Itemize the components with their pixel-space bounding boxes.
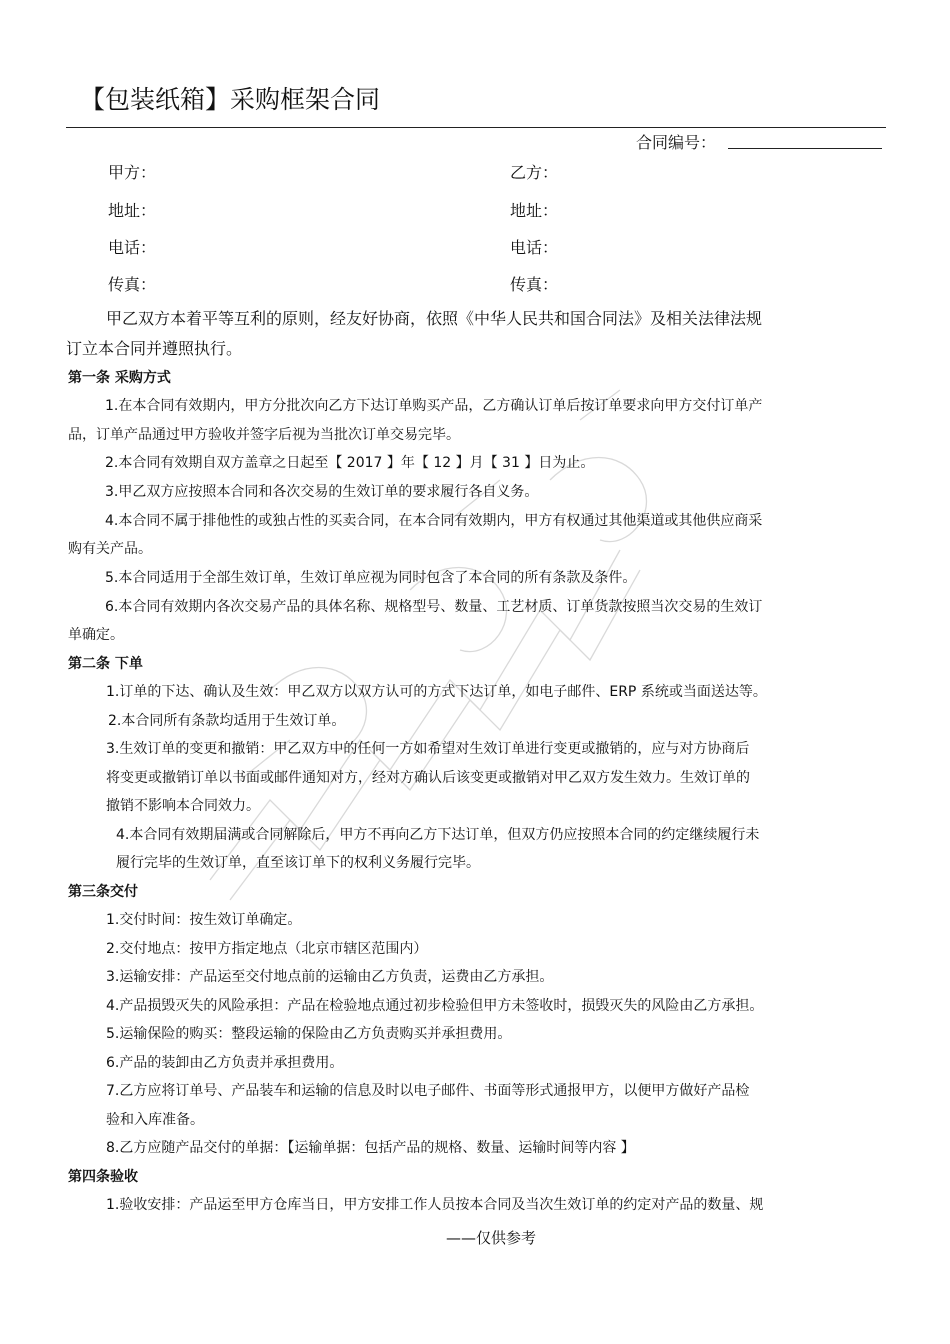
article-1-heading: 第一条 采购方式 (68, 370, 171, 386)
party-a-label: 甲方： (108, 163, 157, 182)
clause-line: 2.本合同所有条款均适用于生效订单。 (108, 713, 346, 729)
contract-number-field[interactable] (728, 148, 882, 149)
clause-line: 1.订单的下达、确认及生效：甲乙双方以双方认可的方式下达订单，如电子邮件、ERP 系统或当面送达等。 (106, 684, 767, 700)
clause-line: 履行完毕的生效订单，直至该订单下的权利义务履行完毕。 (116, 855, 480, 871)
contract-number-label: 合同编号： (636, 133, 717, 152)
clause-line: 1.在本合同有效期内，甲方分批次向乙方下达订单购买产品，乙方确认订单后按订单要求向甲方交付订单产 (105, 398, 763, 414)
clause-line: 将变更或撤销订单以书面或邮件通知对方，经对方确认后该变更或撤销对甲乙双方发生效力。生效订单的 (106, 770, 750, 786)
clause-line: 3.生效订单的变更和撤销：甲乙双方中的任何一方如希望对生效订单进行变更或撤销的，应与对方协商后 (106, 741, 750, 757)
article-4-heading: 第四条验收 (68, 1169, 138, 1185)
party-b-address-label: 地址： (510, 201, 559, 220)
party-b-fax-label: 传真： (510, 275, 559, 294)
clause-line: 3.甲乙双方应按照本合同和各次交易的生效订单的要求履行各自义务。 (105, 484, 539, 500)
clause-line: 4.产品损毁灭失的风险承担：产品在检验地点通过初步检验但甲方未签收时，损毁灭失的风险由乙方承担。 (106, 998, 764, 1014)
intro-line: 甲乙双方本着平等互利的原则，经友好协商，依照《中华人民共和国合同法》及相关法律法规 (106, 309, 763, 328)
party-a-fax-label: 传真： (108, 275, 157, 294)
party-b-label: 乙方： (510, 163, 559, 182)
clause-line: 2.本合同有效期自双方盖章之日起至【 2017 】年【 12 】月【 31 】日为止。 (105, 455, 595, 471)
party-a-address-label: 地址： (108, 201, 157, 220)
clause-line: 品，订单产品通过甲方验收并签字后视为当批次订单交易完毕。 (68, 427, 460, 443)
clause-line: 8.乙方应随产品交付的单据：【运输单据：包括产品的规格、数量、运输时间等内容 】 (106, 1140, 635, 1156)
clause-line: 验和入库准备。 (106, 1112, 204, 1128)
clause-line: 5.本合同适用于全部生效订单，生效订单应视为同时包含了本合同的所有条款及条件。 (105, 570, 637, 586)
clause-line: 4.本合同不属于排他性的或独占性的买卖合同，在本合同有效期内，甲方有权通过其他渠道或其他供应商采 (105, 513, 763, 529)
clause-line: 购有关产品。 (68, 541, 152, 557)
clause-line: 3.运输安排：产品运至交付地点前的运输由乙方负责，运费由乙方承担。 (106, 969, 554, 985)
clause-line: 2.交付地点：按甲方指定地点（北京市辖区范围内） (106, 941, 428, 957)
party-b-phone-label: 电话： (510, 238, 559, 257)
clause-line: 1.验收安排：产品运至甲方仓库当日，甲方安排工作人员按本合同及当次生效订单的约定对产品的数量、规 (106, 1197, 764, 1213)
clause-line: 4.本合同有效期届满或合同解除后，甲方不再向乙方下达订单，但双方仍应按照本合同的约定继续履行未 (116, 827, 760, 843)
clause-line: 6.本合同有效期内各次交易产品的具体名称、规格型号、数量、工艺材质、订单货款按照当次交易的生效订 (105, 599, 763, 615)
clause-line: 6.产品的装卸由乙方负责并承担费用。 (106, 1055, 344, 1071)
clause-line: 7.乙方应将订单号、产品装车和运输的信息及时以电子邮件、书面等形式通报甲方，以便甲方做好产品检 (106, 1083, 750, 1099)
document-title: 【包装纸箱】采购框架合同 (80, 85, 381, 114)
title-divider (66, 127, 886, 128)
party-a-phone-label: 电话： (108, 238, 157, 257)
article-2-heading: 第二条 下单 (68, 656, 143, 672)
clause-line: 撤销不影响本合同效力。 (106, 798, 260, 814)
intro-line: 订立本合同并遵照执行。 (66, 339, 243, 358)
clause-line: 1.交付时间：按生效订单确定。 (106, 912, 302, 928)
footer-note: ——仅供参考 (446, 1229, 537, 1247)
article-3-heading: 第三条交付 (68, 884, 138, 900)
clause-line: 单确定。 (68, 627, 124, 643)
clause-line: 5.运输保险的购买：整段运输的保险由乙方负责购买并承担费用。 (106, 1026, 512, 1042)
